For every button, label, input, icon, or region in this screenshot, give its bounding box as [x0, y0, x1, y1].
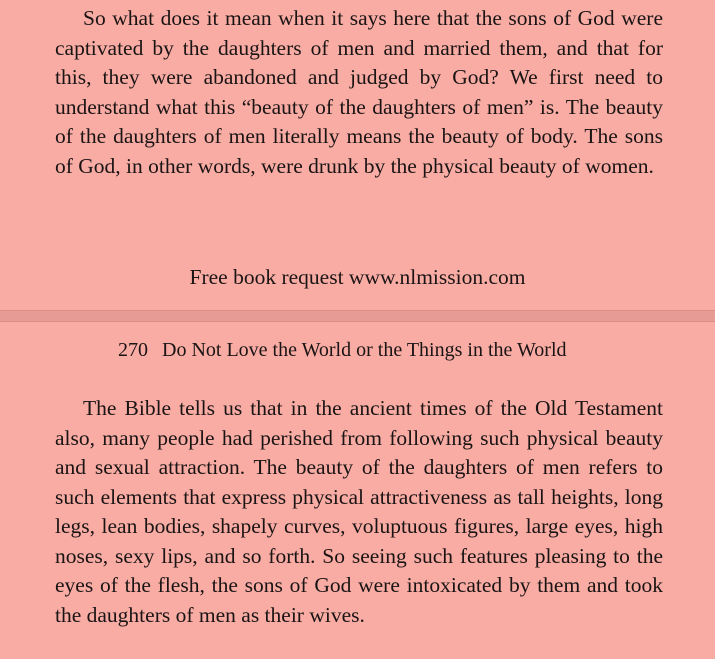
page-divider — [0, 310, 715, 322]
page-footer: Free book request www.nlmission.com — [189, 265, 526, 289]
running-title: Do Not Love the World or the Things in the World — [162, 339, 567, 361]
bottom-page — [0, 322, 715, 659]
top-paragraph: So what does it mean when it says here that the sons of God were captivated by the daughters of men and married them, and that for this, they were abandoned and judged by God? We first need to understand what this “beauty of the daughters of men” is. The beauty of the daughters of men literally means the beauty of body. The sons of God, in other words, were drunk by the physical beauty of women. — [55, 6, 663, 178]
bottom-paragraph: The Bible tells us that in the ancient times of the Old Testament also, many people had perished from following such physical beauty and sexual attraction. The beauty of the daughters of men refers to such elements that express physical attractiveness as tall heights, long legs, lean bodies, shapely curves, voluptuous figures, large eyes, high noses, sexy lips, and so forth. So seeing such features pleasing to the eyes of the flesh, the sons of God were intoxicated by them and took the daughters of men as their wives. — [55, 396, 663, 627]
page-number: 270 — [118, 339, 148, 361]
running-head — [118, 336, 567, 364]
top-page — [0, 0, 715, 310]
